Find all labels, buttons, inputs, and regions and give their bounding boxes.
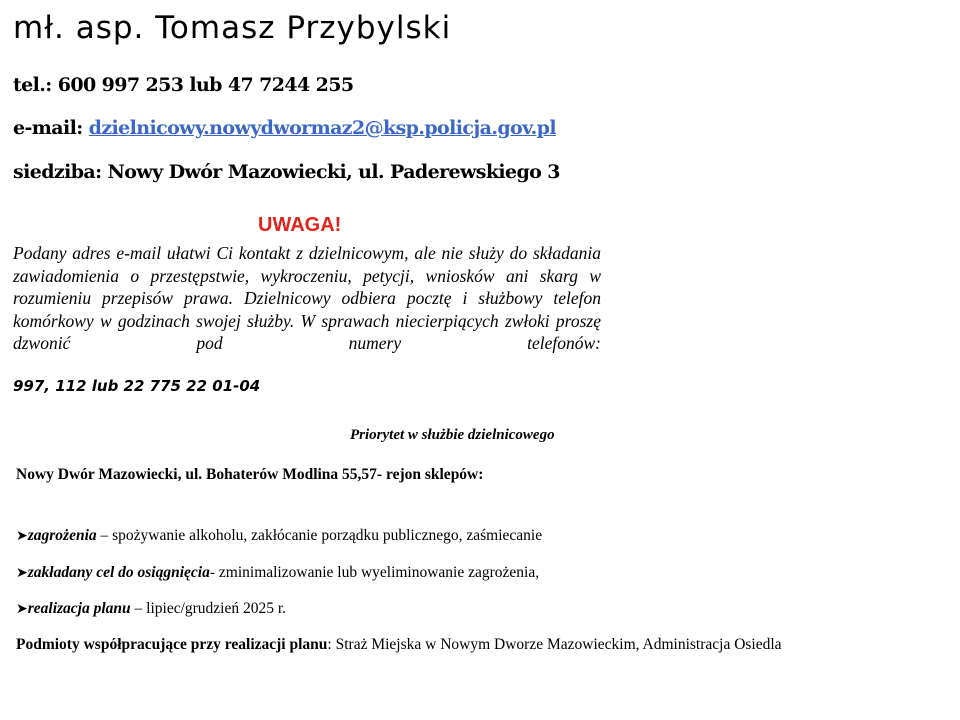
- notice-body: Podany adres e-mail ułatwi Ci kontakt z dzielnicowym, ale nie służy do składania zawiadomienia o przestępstwie, wykroczeniu, petycji, wniosków ani skarg w rozumieniu przepisów prawa. Dzielnicowy odbiera pocztę i służbowy telefon komórkowy w godzinach swojej służby. W sprawach niecierpiących zwłoki proszę dzwonić pod numery telefonów:: [13, 243, 601, 354]
- officer-name: mł. asp. Tomasz Przybylski: [13, 10, 452, 46]
- bullet-label: zakładany cel do osiągnięcia: [27, 564, 210, 581]
- email-label: e-mail: [13, 117, 77, 139]
- bullet-item: [16, 600, 286, 618]
- bullet-text: – spożywanie alkoholu, zakłócanie porządku publicznego, zaśmiecanie: [96, 527, 543, 544]
- bullet-text: – lipiec/grudzień 2025 r.: [130, 600, 287, 617]
- notice-heading: UWAGA!: [258, 214, 342, 236]
- bullet-label: zagrożenia: [27, 527, 97, 544]
- email-separator: :: [76, 117, 89, 139]
- partners-text: : Straż Miejska w Nowym Dworze Mazowieckim, Administracja Osiedla: [327, 636, 782, 653]
- priority-address: Nowy Dwór Mazowiecki, ul. Bohaterów Modlina 55,57- rejon sklepów:: [16, 466, 484, 483]
- partners-label: Podmioty współpracujące przy realizacji planu: [16, 636, 328, 653]
- bullet-item: [16, 527, 542, 545]
- phone-line: tel.: 600 997 253 lub 47 7244 255: [13, 74, 354, 96]
- arrowhead-bullet-icon: ➤: [16, 601, 28, 617]
- arrowhead-bullet-icon: ➤: [16, 565, 28, 581]
- seat-line: siedziba: Nowy Dwór Mazowiecki, ul. Paderewskiego 3: [13, 161, 560, 183]
- bullet-text: - zminimalizowanie lub wyeliminowanie zagrożenia,: [209, 564, 540, 581]
- bullet-label: realizacja planu: [27, 600, 131, 617]
- bullet-item: [16, 564, 539, 582]
- email-link[interactable]: dzielnicowy.nowydwormaz2@ksp.policja.gov.pl: [88, 117, 556, 139]
- notice-phone-numbers: 997, 112 lub 22 775 22 01-04: [13, 377, 261, 395]
- partners-line: [16, 636, 782, 654]
- priority-title: Priorytet w służbie dzielnicowego: [350, 427, 555, 443]
- arrowhead-bullet-icon: ➤: [16, 528, 28, 544]
- email-line: [13, 117, 556, 139]
